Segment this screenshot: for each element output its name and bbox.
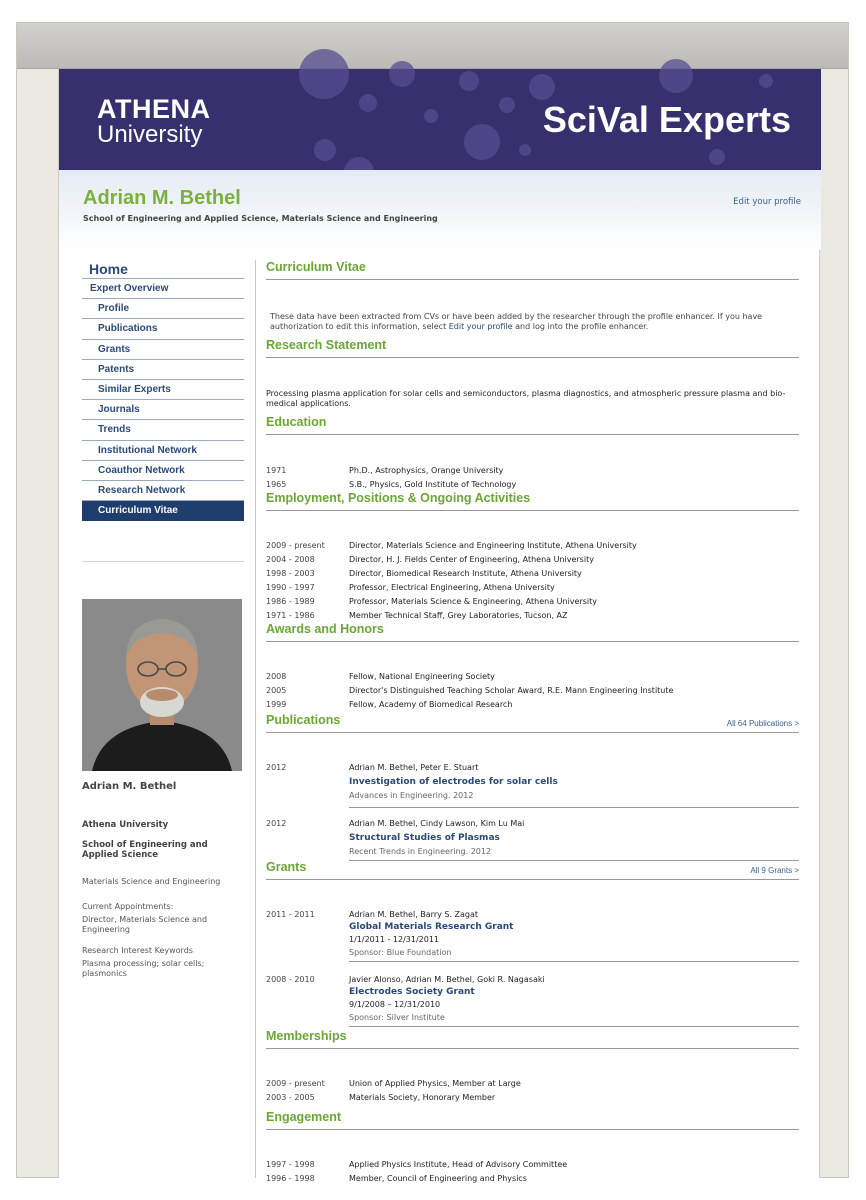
entry: Materials Society, Honorary Member (349, 1093, 496, 1102)
cv-note (270, 312, 790, 332)
nav-grants[interactable]: Grants (82, 340, 244, 360)
side-appointments-value: Director, Materials Science and Engineering (82, 915, 208, 934)
year: 1997 - 1998 (266, 1160, 315, 1169)
publication-source: Recent Trends in Engineering. 2012 (349, 847, 492, 856)
logo-line-1: ATHENA (97, 94, 211, 124)
entry: Fellow, National Engineering Society (349, 672, 495, 681)
divider (82, 561, 244, 562)
year: 2011 - 2011 (266, 910, 315, 919)
grant-people: Javier Alonso, Adrian M. Bethel, Goki R. Nagasaki (349, 975, 545, 984)
publication-source: Advances in Engineering. 2012 (349, 791, 474, 800)
cv-edit-profile-link[interactable]: Edit your profile (448, 322, 513, 331)
side-school: School of Engineering and Applied Science (82, 840, 208, 860)
side-info (82, 781, 247, 979)
profile-header (59, 170, 821, 250)
entry: S.B., Physics, Gold Institute of Technology (349, 480, 517, 489)
nav-publications[interactable]: Publications (82, 319, 244, 339)
entry: Director, Materials Science and Engineering Institute, Athena University (349, 541, 637, 550)
year: 2008 - 2010 (266, 975, 315, 984)
authors: Adrian M. Bethel, Cindy Lawson, Kim Lu Mai (349, 819, 525, 828)
cv-note-text-1: These data have been extracted from CVs or have been added by the researcher through the profile enhancer. If you have authorization to edit this information, select (270, 312, 763, 331)
window-frame (16, 22, 849, 1183)
entry: Director, Biomedical Research Institute, Athena University (349, 569, 582, 578)
grant-dates: 1/1/2011 - 12/31/2011 (349, 935, 440, 944)
profile-photo (82, 599, 242, 771)
year: 1971 - 1986 (266, 611, 315, 620)
year: 1990 - 1997 (266, 583, 315, 592)
nav-research-network[interactable]: Research Network (82, 481, 244, 501)
all-grants-link[interactable]: All 9 Grants > (750, 866, 799, 875)
side-name: Adrian M. Bethel (82, 781, 177, 792)
engagement-title: Engagement (266, 1110, 799, 1130)
grant-dates: 9/1/2008 – 12/31/2010 (349, 1000, 441, 1009)
grants-title: Grants (266, 860, 307, 874)
year: 2004 - 2008 (266, 555, 315, 564)
education-title: Education (266, 415, 799, 435)
year: 2009 - present (266, 1079, 325, 1088)
entry: Ph.D., Astrophysics, Orange University (349, 466, 504, 475)
nav-institutional-network[interactable]: Institutional Network (82, 441, 244, 461)
entry: Member Technical Staff, Grey Laboratories, Tucson, AZ (349, 611, 568, 620)
page (58, 69, 820, 1183)
grant-sponsor: Sponsor: Blue Foundation (349, 948, 452, 957)
grant-title-link[interactable]: Electrodes Society Grant (349, 987, 475, 997)
item-divider (349, 1026, 799, 1027)
side-university: Athena University (82, 820, 169, 830)
nav-journals[interactable]: Journals (82, 400, 244, 420)
publication-title-link[interactable]: Investigation of electrodes for solar cells (349, 777, 558, 787)
entry: Applied Physics Institute, Head of Advisory Committee (349, 1160, 568, 1169)
year: 1986 - 1989 (266, 597, 315, 606)
year: 2012 (266, 819, 287, 828)
year: 2003 - 2005 (266, 1093, 315, 1102)
nav-similar-experts[interactable]: Similar Experts (82, 380, 244, 400)
research-statement-text: Processing plasma application for solar cells and semiconductors, plasma diagnostics, and atmospheric pressure plasma and bio-medical applications. (266, 389, 786, 408)
nav-profile[interactable]: Profile (82, 299, 244, 319)
entry: Fellow, Academy of Biomedical Research (349, 700, 513, 709)
entry: Professor, Electrical Engineering, Athena University (349, 583, 555, 592)
grant-title-link[interactable]: Global Materials Research Grant (349, 922, 514, 932)
side-keywords-label: Research Interest Keywords (82, 946, 193, 955)
year: 2009 - present (266, 541, 325, 550)
nav-home[interactable]: Home (82, 260, 244, 279)
cv-note-text-2: and log into the profile enhancer. (515, 322, 649, 331)
column-divider (255, 260, 256, 1178)
scival-logo[interactable]: SciVal Experts (542, 99, 791, 140)
employment-title: Employment, Positions & Ongoing Activities (266, 491, 799, 511)
year: 1971 (266, 466, 287, 475)
cv-title: Curriculum Vitae (266, 260, 799, 280)
item-divider (349, 807, 799, 808)
entry: Union of Applied Physics, Member at Large (349, 1079, 521, 1088)
authors: Adrian M. Bethel, Peter E. Stuart (349, 763, 479, 772)
nav-curriculum-vitae[interactable]: Curriculum Vitae (82, 501, 244, 521)
research-statement-title: Research Statement (266, 338, 799, 358)
entry: Member, Council of Engineering and Physics (349, 1174, 527, 1183)
year: 2012 (266, 763, 287, 772)
publications-header (266, 713, 799, 733)
page-title: Adrian M. Bethel (83, 187, 241, 209)
year: 2005 (266, 686, 287, 695)
logo-line-2: University (97, 121, 203, 148)
nav-coauthor-network[interactable]: Coauthor Network (82, 461, 244, 481)
nav-trends[interactable]: Trends (82, 420, 244, 440)
grant-people: Adrian M. Bethel, Barry S. Zagat (349, 910, 479, 919)
publication-title-link[interactable]: Structural Studies of Plasmas (349, 833, 500, 843)
all-publications-link[interactable]: All 64 Publications > (726, 719, 799, 728)
year: 2008 (266, 672, 287, 681)
nav-expert-overview[interactable]: Expert Overview (82, 279, 244, 299)
year: 1999 (266, 700, 287, 709)
grant-sponsor: Sponsor: Silver Institute (349, 1013, 445, 1022)
edit-profile-link[interactable]: Edit your profile (733, 197, 801, 207)
university-logo[interactable] (97, 96, 211, 147)
grants-header (266, 860, 799, 880)
year: 1998 - 2003 (266, 569, 315, 578)
publications-title: Publications (266, 713, 341, 727)
side-appointments-label: Current Appointments: (82, 902, 174, 911)
entry: Director, H. J. Fields Center of Engineering, Athena University (349, 555, 594, 564)
affiliation: School of Engineering and Applied Science, Materials Science and Engineering (83, 214, 438, 223)
awards-title: Awards and Honors (266, 622, 799, 642)
sidebar-nav (82, 260, 244, 521)
window-toolbar (17, 23, 848, 69)
year: 1996 - 1998 (266, 1174, 315, 1183)
year: 1965 (266, 480, 287, 489)
side-department: Materials Science and Engineering (82, 877, 221, 886)
entry: Director's Distinguished Teaching Scholar Award, R.E. Mann Engineering Institute (349, 686, 674, 695)
memberships-title: Memberships (266, 1029, 799, 1049)
nav-patents[interactable]: Patents (82, 360, 244, 380)
banner (59, 69, 821, 170)
entry: Professor, Materials Science & Engineering, Athena University (349, 597, 597, 606)
side-keywords-value: Plasma processing; solar cells; plasmonics (82, 959, 205, 978)
item-divider (349, 961, 799, 962)
